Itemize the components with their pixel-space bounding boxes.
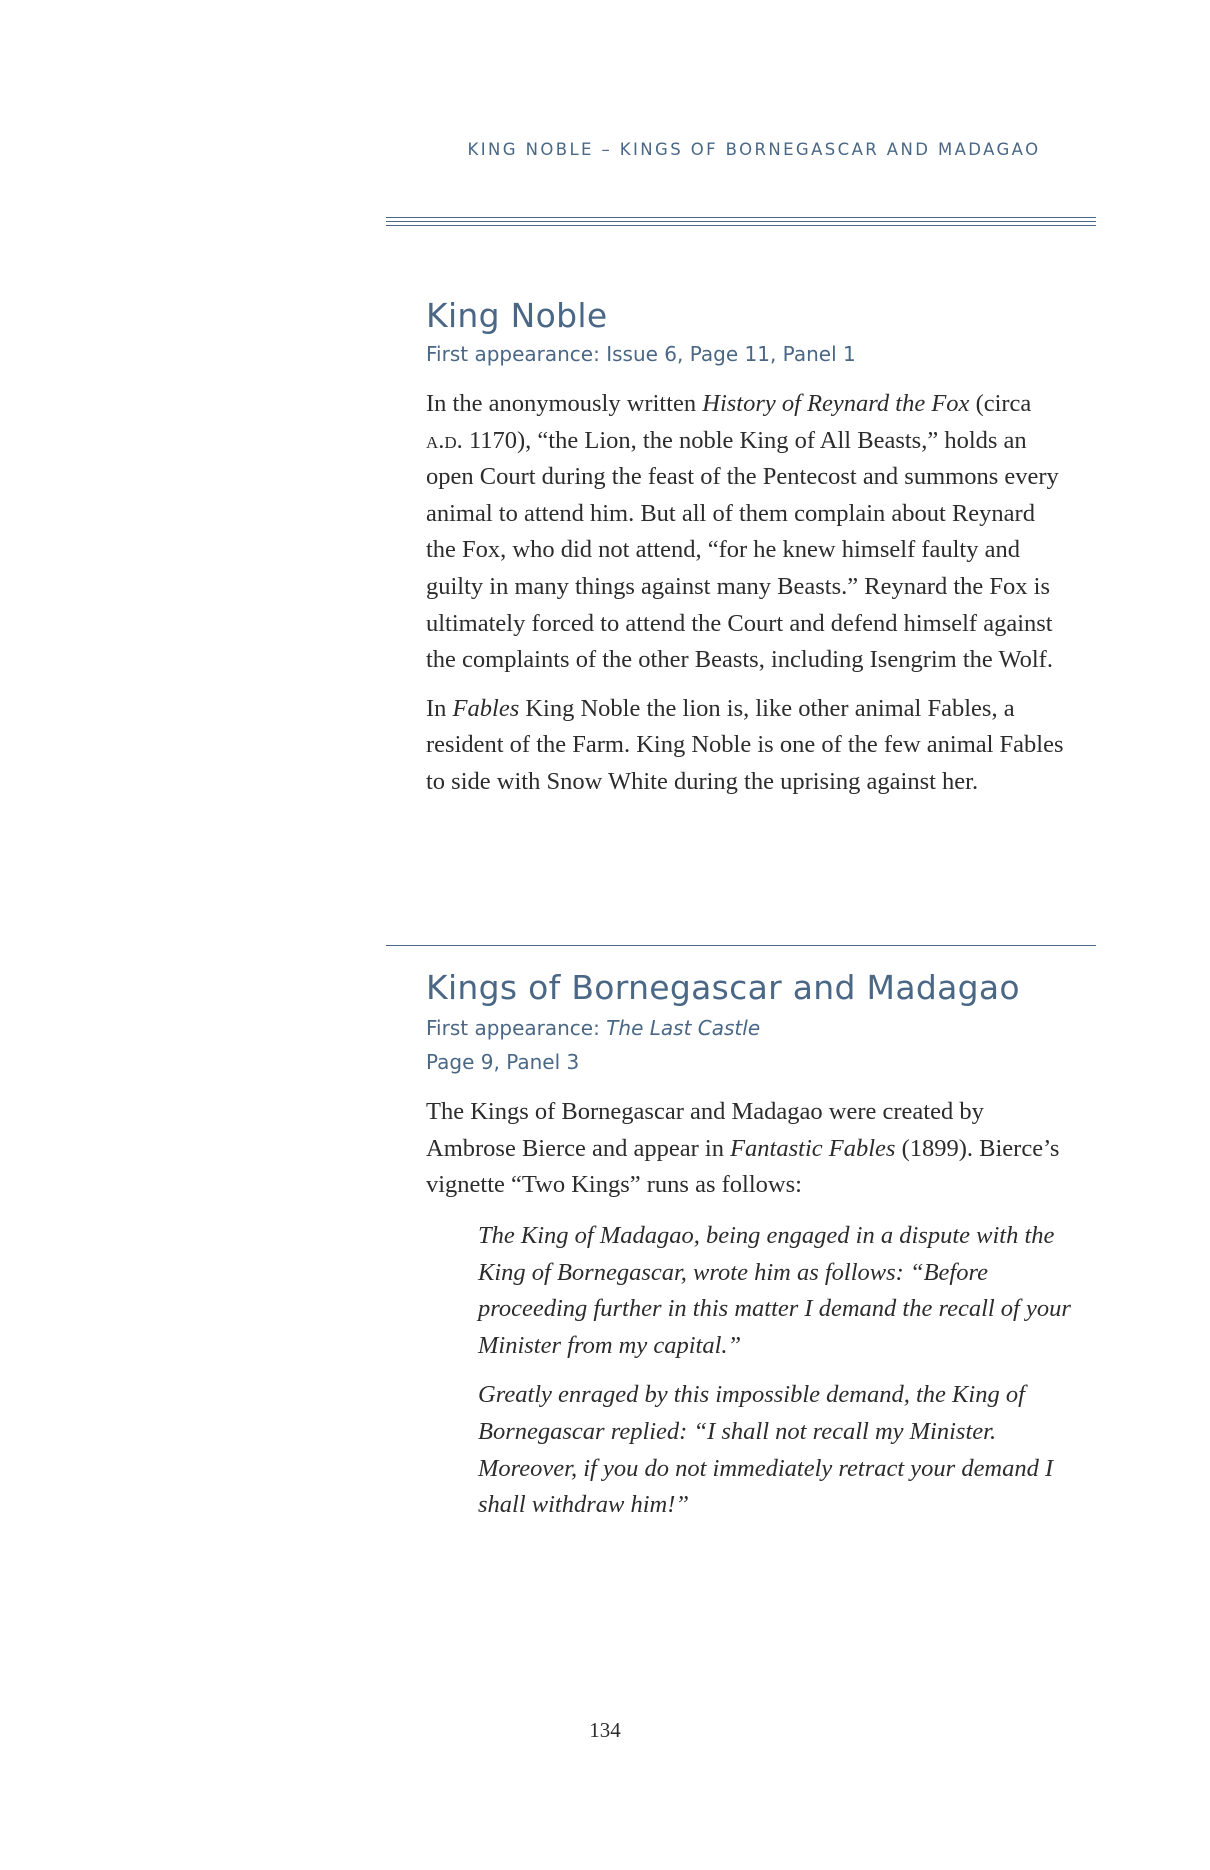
block-quote [478, 1218, 1078, 1537]
appearance-work: The Last Castle [606, 1016, 761, 1040]
appearance-label: First appearance: [426, 342, 600, 366]
body-paragraph: The Kings of Bornegascar and Madagao were created by Ambrose Bierce and appear in Fantastic Fables (1899). Bierce’s vignette “Two Kings” runs as follows: [426, 1098, 1060, 1199]
appearance-label: First appearance: [426, 1016, 600, 1040]
body-paragraph: In Fables King Noble the lion is, like other animal Fables, a resident of the Farm. King Noble is one of the few animal Fables to side with Snow White during the uprising against her. [426, 694, 1064, 795]
entry-title-king-noble: King Noble [426, 296, 608, 335]
entry-body-king-noble [426, 386, 1066, 813]
page-number: 134 [589, 1718, 621, 1742]
section-divider [386, 945, 1096, 946]
header-double-rule [386, 217, 1096, 227]
first-appearance-kings [426, 1016, 760, 1040]
entry-title-kings-of-bornegascar: Kings of Bornegascar and Madagao [426, 968, 1020, 1007]
entry-body-kings [426, 1094, 1066, 1216]
body-paragraph: In the anonymously written History of Reynard the Fox (circa a.d. 1170), “the Lion, the noble King of All Beasts,” holds an open Court during the feast of the Pentecost and summons every animal to attend him. But all of them complain about Reynard the Fox, who did not attend, “for he knew himself faulty and guilty in many things against many Beasts.” Reynard the Fox is ultimately forced to attend the Court and defend himself against the complaints of the other Beasts, including Isengrim the Wolf. [426, 390, 1059, 674]
appearance-detail: Issue 6, Page 11, Panel 1 [606, 342, 856, 366]
quote-paragraph: The King of Madagao, being engaged in a dispute with the King of Bornegascar, wrote him as follows: “Before proceeding further in this matter I demand the recall of your Minister from my capital.” [478, 1222, 1071, 1359]
running-head: KING NOBLE – KINGS OF BORNEGASCAR AND MADAGAO [467, 140, 1041, 159]
quote-paragraph: Greatly enraged by this impossible demand, the King of Bornegascar replied: “I shall not recall my Minister. Moreover, if you do not immediately retract your demand I shall withdraw him!” [478, 1381, 1054, 1519]
appearance-page-panel: Page 9, Panel 3 [426, 1050, 580, 1074]
first-appearance-king-noble [426, 342, 856, 366]
